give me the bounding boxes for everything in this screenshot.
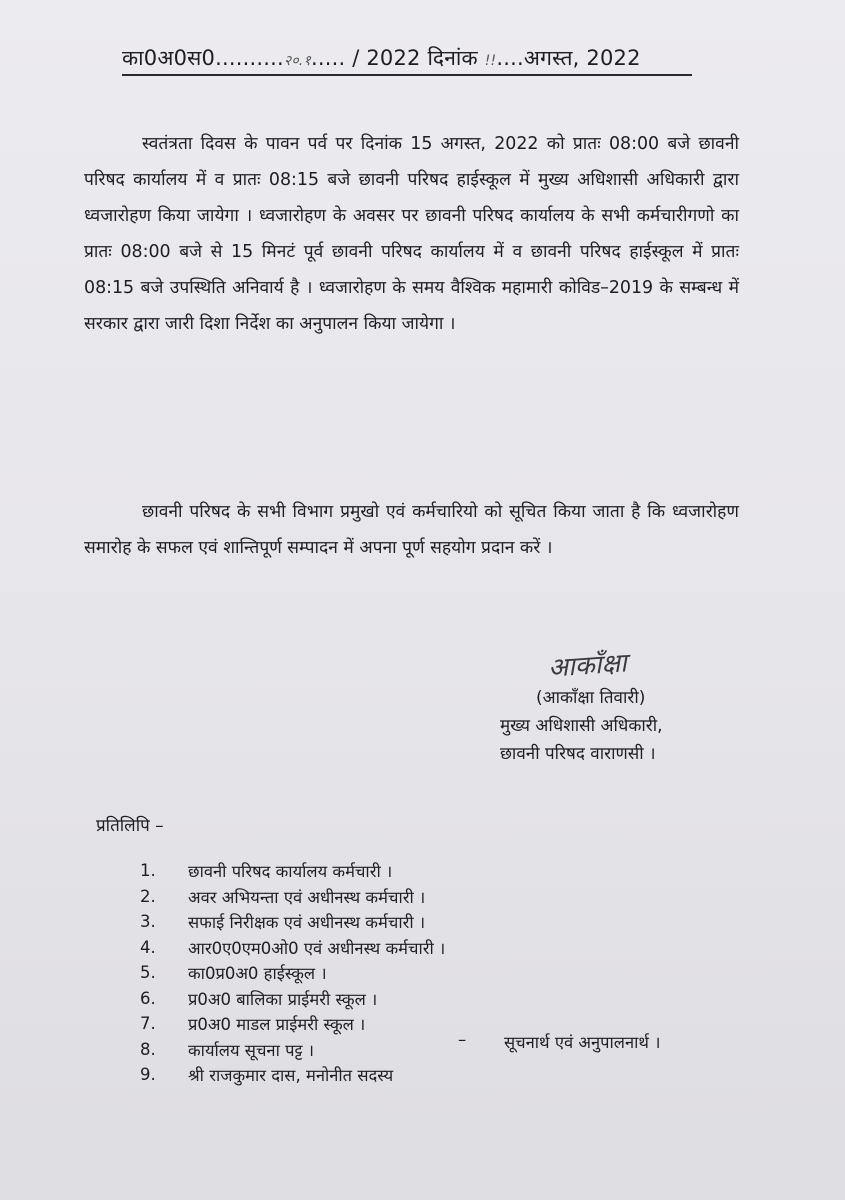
reference-line	[122, 44, 692, 76]
paragraph1-text: स्वतंत्रता दिवस के पावन पर्व पर दिनांक 15 अगस्त, 2022 को प्रातः 08:00 बजे छावनी परिषद कार्यालय में व प्रातः 08:15 बजे छावनी परिषद हाईस्कूल में मुख्य अधिशासी अधिकारी द्वारा ध्वजारोहण किया जायेगा । ध्वजारोहण के अवसर पर छावनी परिषद कार्यालय के सभी कर्मचारीगणो का प्रातः 08:00 बजे से 15 मिनटं पूर्व छावनी परिषद कार्यालय में व छावनी परिषद हाईस्कूल में प्रातः 08:15 बजे उपस्थिति अनिवार्य है । ध्वजारोहण के समय वैश्विक महामारी कोविड–2019 के सम्बन्ध में सरकार द्वारा जारी दिशा निर्देश का अनुपालन किया जायेगा ।	[84, 134, 739, 334]
paragraph2-text: छावनी परिषद के सभी विभाग प्रमुखो एवं कर्मचारियो को सूचित किया जाता है कि ध्वजारोहण समारोह के सफल एवं शान्तिपूर्ण सम्पादन में अपना पूर्ण सहयोग प्रदान करें ।	[84, 502, 739, 558]
ref-prefix: का0अ0स0..........	[122, 46, 284, 70]
list-item: 9. श्री राजकुमार दास, मनोनीत सदस्य	[140, 1065, 394, 1086]
copy-to-heading: प्रतिलिपि –	[96, 816, 164, 836]
signatory-designation: मुख्य अधिशासी अधिकारी,	[500, 716, 663, 736]
list-item: 4. आर0ए0एम0ओ0 एवं अधीनस्थ कर्मचारी ।	[140, 937, 446, 958]
list-item: 5. का0प्र0अ0 हाईस्कूल ।	[140, 963, 327, 984]
list-item: 7. प्र0अ0 माडल प्राईमरी स्कूल ।	[140, 1014, 366, 1035]
paragraph-cooperation	[84, 494, 739, 566]
ref-suffix: ..... / 2022 दिनांक	[310, 46, 485, 70]
date-suffix: ....अगस्त, 2022	[496, 46, 641, 70]
list-item: 6. प्र0अ0 बालिका प्राईमरी स्कूल ।	[140, 988, 378, 1009]
list-item: 8. कार्यालय सूचना पट्ट ।	[140, 1039, 315, 1060]
list-item: 2. अवर अभियन्ता एवं अधीनस्थ कर्मचारी ।	[140, 886, 426, 907]
information-compliance-note: सूचनार्थ एवं अनुपालनार्थ ।	[504, 1033, 661, 1052]
copy-to-list	[140, 858, 740, 1088]
signatory-office: छावनी परिषद वाराणसी ।	[500, 744, 656, 764]
paragraph-flag-hoisting	[84, 126, 739, 342]
list-item: 3. सफाई निरीक्षक एवं अधीनस्थ कर्मचारी ।	[140, 912, 426, 933]
signatory-block	[500, 684, 730, 768]
ref-handwritten-number: २०.१	[283, 53, 311, 69]
date-handwritten-day: !!	[484, 53, 497, 69]
handwritten-signature: आकाँक्षा	[547, 648, 628, 684]
list-item: 1. छावनी परिषद कार्यालय कर्मचारी ।	[140, 861, 393, 882]
signatory-name: (आकाँक्षा तिवारी)	[536, 688, 646, 708]
note-dash: –	[458, 1030, 467, 1049]
